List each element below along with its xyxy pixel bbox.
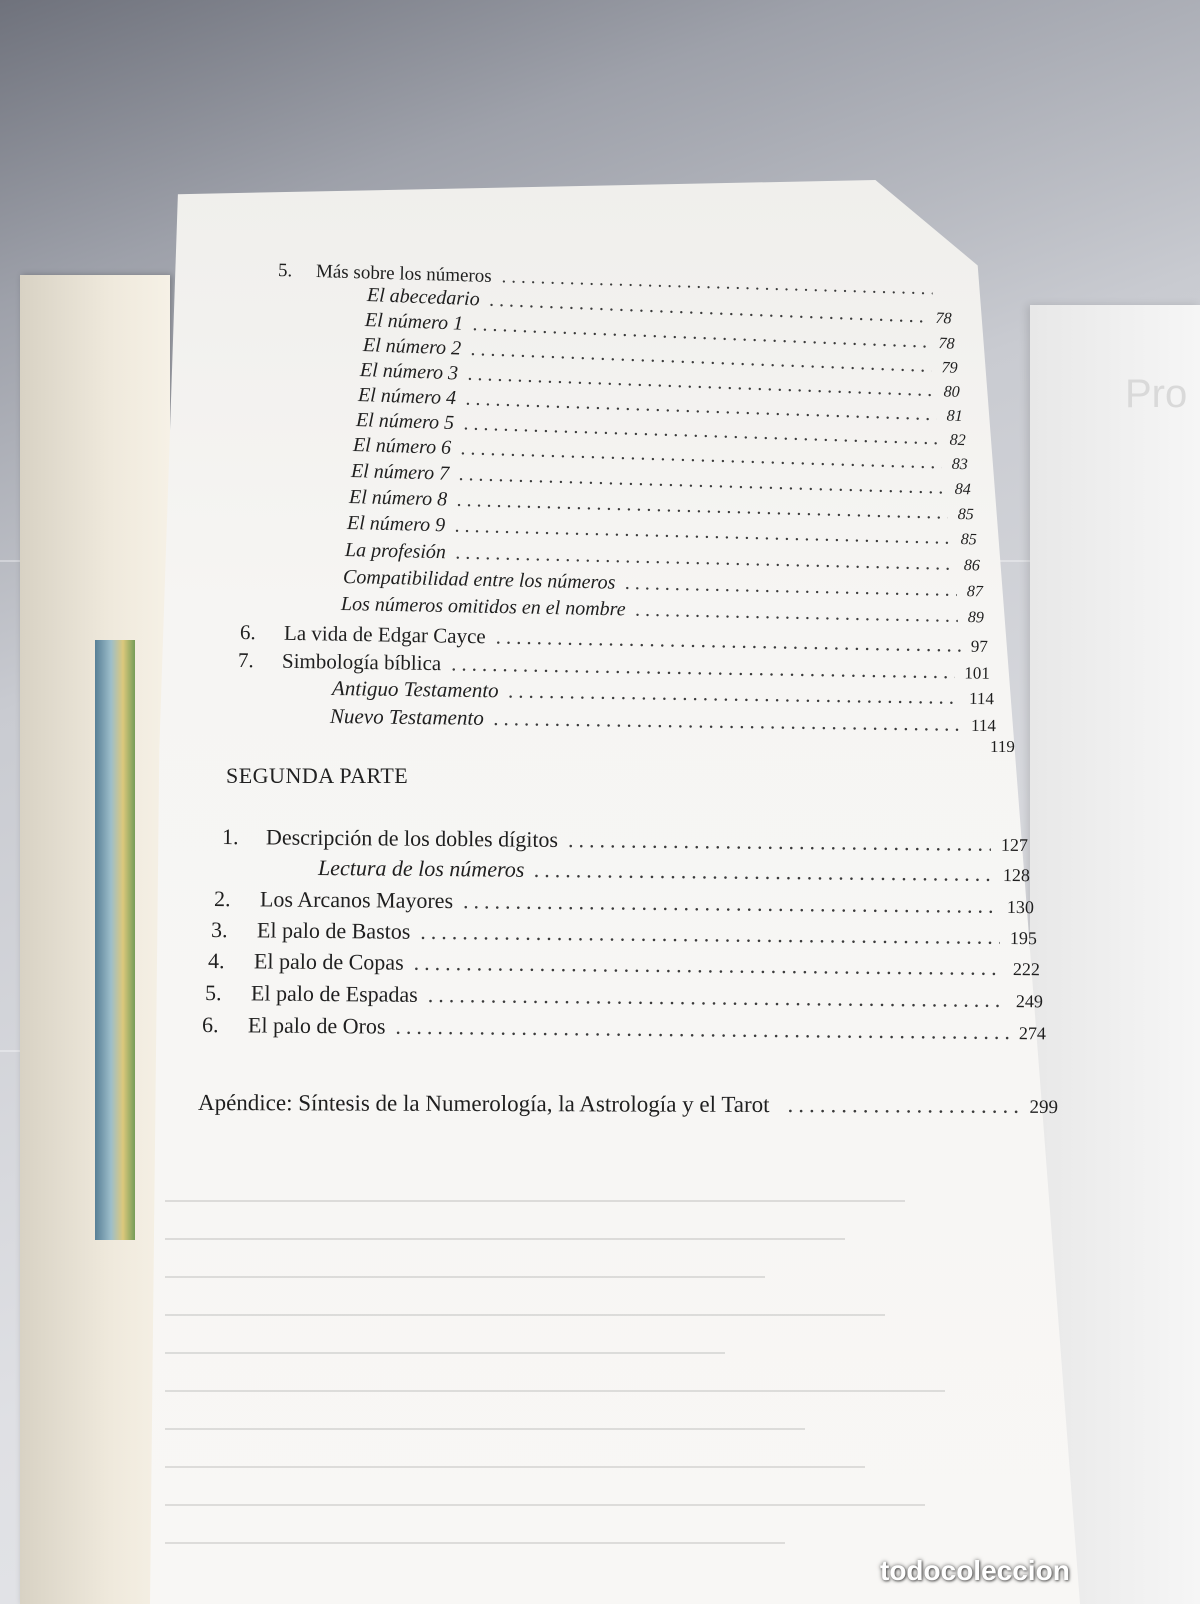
toc-leader-dots xyxy=(494,706,962,737)
toc-entry-number: 5. xyxy=(204,980,222,1006)
toc-entry-number: 4. xyxy=(207,948,225,974)
toc-entry-label: La profesión xyxy=(344,539,447,564)
toc-entry-page: 84 xyxy=(954,480,971,499)
section-heading: SEGUNDA PARTE xyxy=(226,763,409,788)
toc-entry-page: 222 xyxy=(1012,959,1041,980)
toc-entry-number: 6. xyxy=(201,1012,219,1038)
page-show-through xyxy=(165,880,1045,1580)
toc-entry-page: 82 xyxy=(949,431,966,450)
toc-leader-dots xyxy=(508,678,959,709)
toc-entry-number: 1. xyxy=(221,824,239,850)
toc-entry-page: 114 xyxy=(970,715,997,736)
toc-appendix-page: 299 xyxy=(1029,1096,1059,1119)
toc-entry-page: 78 xyxy=(935,309,952,328)
toc-entry-label: El número 9 xyxy=(346,512,446,537)
toc-entry-label: Simbología bíblica xyxy=(281,648,442,676)
toc-entry-page: 130 xyxy=(1006,896,1035,918)
toc-entry-label: Más sobre los números xyxy=(315,261,492,287)
toc-leader-dots xyxy=(625,572,957,602)
toc-entry-label: El número 4 xyxy=(357,384,457,410)
toc-entry xyxy=(330,704,996,737)
toc-entry-label: El palo de Bastos xyxy=(256,917,411,944)
toc-entry-label: El número 6 xyxy=(352,434,452,459)
toc-entry-label: Antiguo Testamento xyxy=(331,676,499,703)
toc-entry-page: 79 xyxy=(941,359,958,377)
toc-entry-page: 101 xyxy=(964,663,991,683)
watermark-logo: todocoleccion xyxy=(880,1555,1070,1586)
toc-entry-number: 7. xyxy=(237,648,254,673)
toc-entry-label: El número 5 xyxy=(355,409,455,435)
toc-entry-number: 3. xyxy=(210,917,228,943)
toc-entry-label: Los Arcanos Mayores xyxy=(259,886,454,914)
toc-entry-page: 114 xyxy=(968,688,995,709)
toc-entry-page: 87 xyxy=(966,583,984,601)
toc-entry-page: 85 xyxy=(960,531,977,549)
toc-entry-label: El número 2 xyxy=(362,334,462,360)
toc-entry-page: 80 xyxy=(943,383,960,401)
toc-entry xyxy=(222,824,1028,857)
toc-entry-label: El palo de Copas xyxy=(253,948,404,975)
toc-appendix-label: Apéndice: Síntesis de la Numerología, la Astrología y el Tarot xyxy=(197,1090,770,1117)
toc-entry-label: Compatibilidad entre los números xyxy=(342,566,616,594)
toc-entry-label: El palo de Espadas xyxy=(250,980,418,1007)
toc-entry-label: El número 7 xyxy=(350,460,450,485)
toc-entry-label: El abecedario xyxy=(366,284,481,311)
toc-entry-label: El número 1 xyxy=(364,309,464,335)
toc-entry-label: La vida de Edgar Cayce xyxy=(283,620,486,649)
toc-entry-page: 89 xyxy=(967,609,985,627)
toc-entry-number: 6. xyxy=(239,620,256,645)
toc-entry-label: Descripción de los dobles dígitos xyxy=(265,824,559,852)
toc-entry-page: 83 xyxy=(951,455,968,474)
toc-entry-page: 85 xyxy=(957,505,974,524)
toc-entry-page: 249 xyxy=(1015,991,1044,1012)
toc-entry-label: Lectura de los números xyxy=(317,855,525,882)
toc-entry-label: El palo de Oros xyxy=(247,1012,386,1039)
toc-entry-label: Nuevo Testamento xyxy=(329,704,484,730)
toc-entry-page: 128 xyxy=(1002,864,1031,886)
toc-entry-page: 119 xyxy=(990,737,1015,756)
toc-entry-page: 86 xyxy=(963,557,981,575)
toc-entry-label: Los números omitidos en el nombre xyxy=(340,593,626,621)
toc-entry-page: 127 xyxy=(1000,834,1029,856)
toc-entry-number: 5. xyxy=(277,260,293,282)
toc-entry-label: El número 8 xyxy=(348,486,448,511)
toc-entry-number: 2. xyxy=(213,886,231,912)
toc-entry-label: El número 3 xyxy=(359,359,459,385)
toc-leader-dots xyxy=(568,827,991,857)
right-book-faded-text: Pro xyxy=(1125,372,1188,416)
toc-entry-page: 274 xyxy=(1018,1023,1047,1044)
toc-entry-page: 195 xyxy=(1009,927,1038,949)
toc-entry-page: 97 xyxy=(970,636,989,657)
toc-entry-page: 81 xyxy=(946,407,963,426)
toc-entry-page: 78 xyxy=(938,335,955,353)
toc-leader-dots xyxy=(635,599,958,628)
